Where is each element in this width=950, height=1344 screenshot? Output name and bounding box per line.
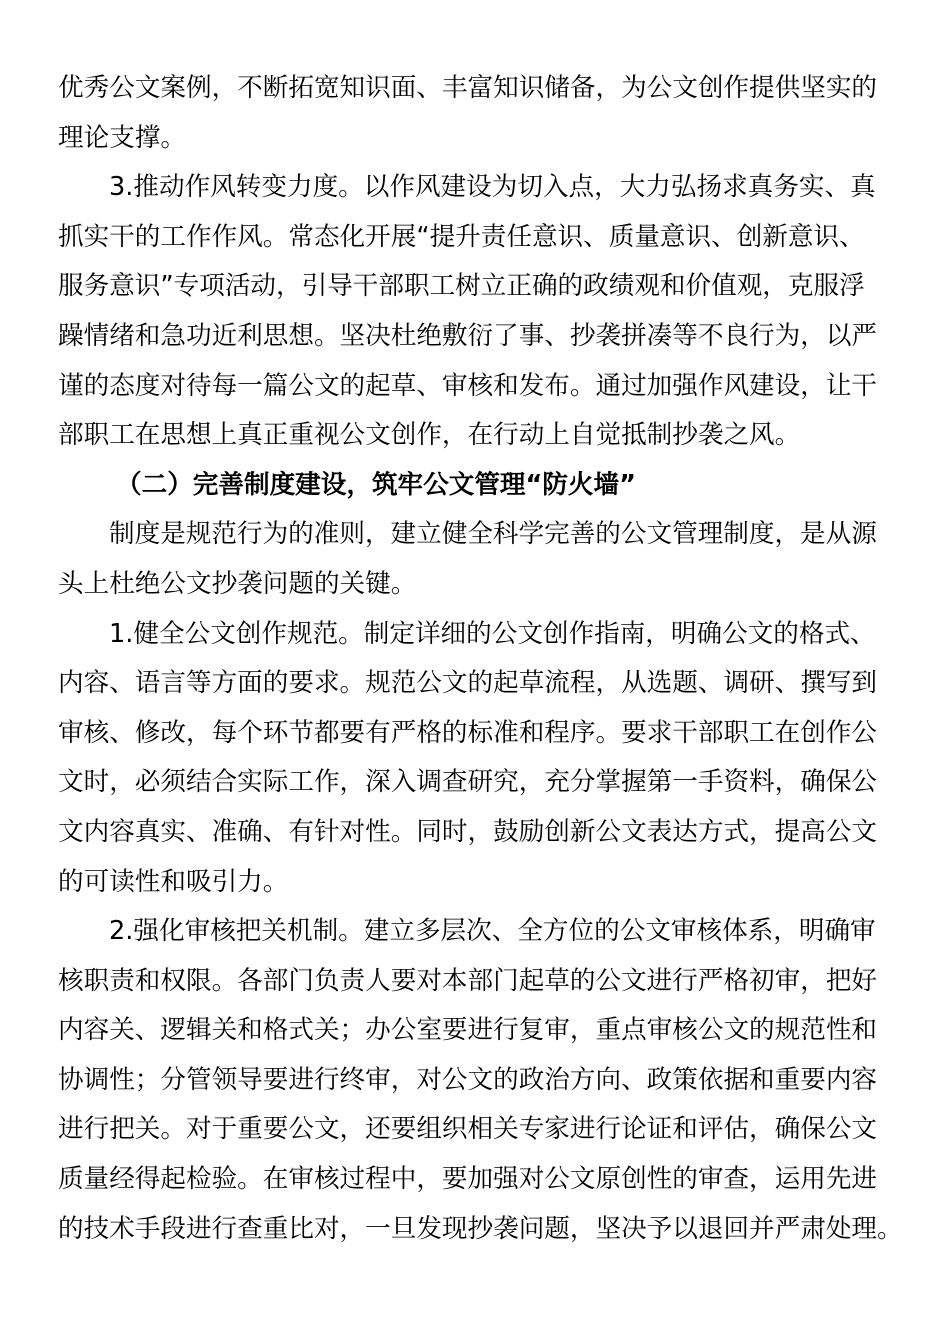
body-line: 协调性；分管领导要进行终审，对公文的政治方向、政策依据和重要内容 bbox=[58, 1064, 878, 1095]
body-line: 的技术手段进行查重比对，一旦发现抄袭问题，坚决予以退回并严肃处理。 bbox=[58, 1213, 903, 1244]
body-line: 谨的态度对待每一篇公文的起草、审核和发布。通过加强作风建设，让干 bbox=[58, 370, 878, 401]
body-line: 躁情绪和急功近利思想。坚决杜绝敷衍了事、抄袭拼凑等不良行为，以严 bbox=[58, 320, 878, 351]
body-line: 内容、语言等方面的要求。规范公文的起草流程，从选题、调研、撰写到 bbox=[58, 668, 878, 699]
body-line: 的可读性和吸引力。 bbox=[58, 866, 289, 897]
document-page bbox=[58, 64, 903, 1254]
body-line: 核职责和权限。各部门负责人要对本部门起草的公文进行严格初审，把好 bbox=[58, 965, 878, 996]
body-line: 优秀公文案例，不断拓宽知识面、丰富知识储备，为公文创作提供坚实的 bbox=[58, 73, 878, 103]
body-line: 审核、修改，每个环节都要有严格的标准和程序。要求干部职工在创作公 bbox=[58, 717, 878, 748]
body-line: 文内容真实、准确、有针对性。同时，鼓励创新公文表达方式，提高公文 bbox=[58, 816, 878, 847]
body-line: 文时，必须结合实际工作，深入调查研究，充分掌握第一手资料，确保公 bbox=[58, 767, 878, 798]
body-line: 部职工在思想上真正重视公文创作，在行动上自觉抵制抄袭之风。 bbox=[58, 420, 801, 451]
body-line: 理论支撑。 bbox=[58, 122, 186, 153]
body-line: 质量经得起检验。在审核过程中，要加强对公文原创性的审查，运用先进 bbox=[58, 1164, 878, 1195]
paragraph-start-line: 制度是规范行为的准则，建立健全科学完善的公文管理制度，是从源 bbox=[109, 519, 877, 550]
paragraph-start-line: 1.健全公文创作规范。制定详细的公文创作指南，明确公文的格式、 bbox=[109, 618, 876, 649]
paragraph-start-line: 3.推动作风转变力度。以作风建设为切入点，大力弘扬求真务实、真 bbox=[109, 172, 876, 203]
paragraph-start-line: 2.强化审核把关机制。建立多层次、全方位的公文审核体系，明确审 bbox=[109, 916, 876, 947]
body-line: 头上杜绝公文抄袭问题的关键。 bbox=[58, 568, 417, 599]
body-line: 内容关、逻辑关和格式关；办公室要进行复审，重点审核公文的规范性和 bbox=[58, 1015, 878, 1046]
body-line: 进行把关。对于重要公文，还要组织相关专家进行论证和评估，确保公文 bbox=[58, 1114, 878, 1145]
body-line: 服务意识”专项活动，引导干部职工树立正确的政绩观和价值观，克服浮 bbox=[58, 271, 865, 302]
section-heading: （二）完善制度建设，筑牢公文管理“防火墙” bbox=[116, 469, 636, 500]
body-line: 抓实干的工作作风。常态化开展“提升责任意识、质量意识、创新意识、 bbox=[58, 221, 865, 252]
